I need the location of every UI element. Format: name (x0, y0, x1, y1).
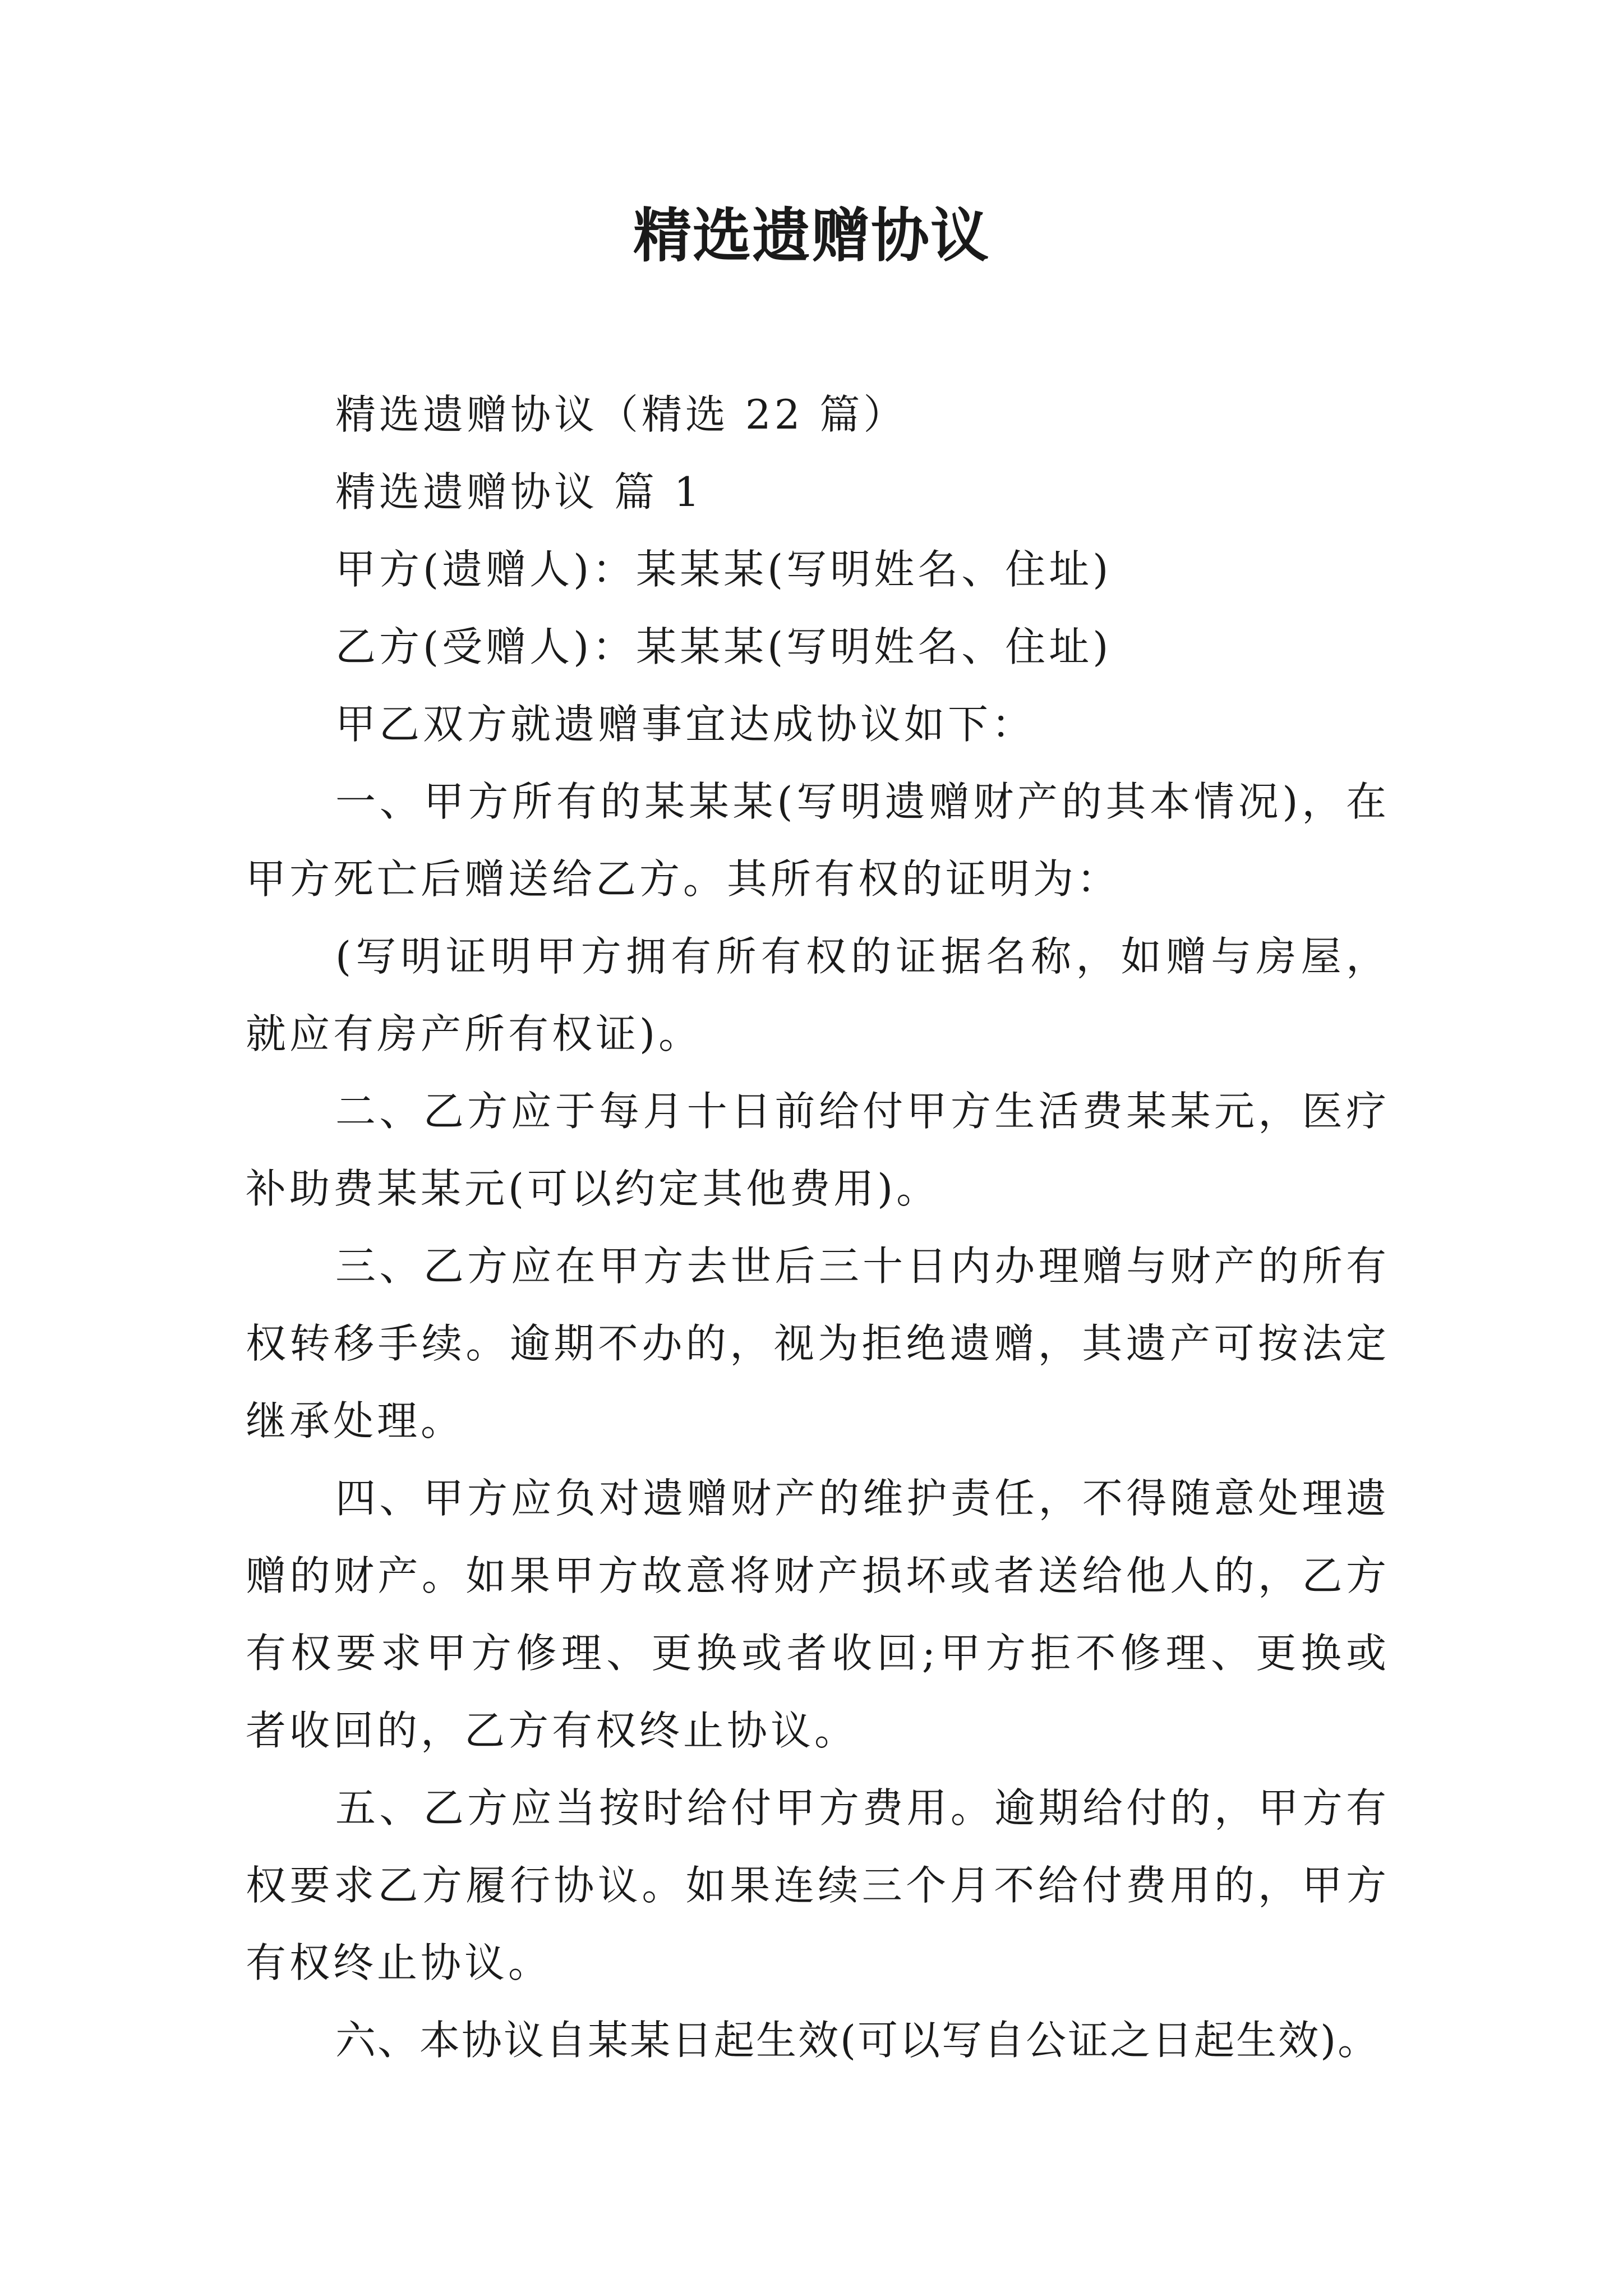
paragraph-clause-4: 四、甲方应负对遗赠财产的维护责任，不得随意处理遗赠的财产。如果甲方故意将财产损坏或者送给他人的，乙方有权要求甲方修理、更换或者收回;甲方拒不修理、更换或者收回的，乙方有权终止协议。 (246, 1475, 1390, 1754)
document-title: 精选遗赠协议 (633, 201, 990, 270)
document-body (246, 376, 1390, 2079)
paragraph-clause-5: 五、乙方应当按时给付甲方费用。逾期给付的，甲方有权要求乙方履行协议。如果连续三个月不给付费用的，甲方有权终止协议。 (246, 1784, 1390, 1986)
paragraph-ownership-proof: (写明证明甲方拥有所有权的证据名称，如赠与房屋，就应有房产所有权证)。 (246, 933, 1390, 1057)
paragraph-clause-3: 三、乙方应在甲方去世后三十日内办理赠与财产的所有权转移手续。逾期不办的，视为拒绝遗赠，其遗产可按法定继承处理。 (246, 1243, 1390, 1444)
paragraph-party-a: 甲方(遗赠人)：某某某(写明姓名、住址) (335, 546, 1112, 593)
paragraph-collection-heading: 精选遗赠协议（精选 22 篇） (335, 391, 907, 438)
paragraph-agreement-intro: 甲乙双方就遗赠事宜达成协议如下： (335, 701, 1036, 748)
paragraph-clause-2: 二、乙方应于每月十日前给付甲方生活费某某元，医疗补助费某某元(可以约定其他费用)。 (246, 1088, 1390, 1212)
paragraph-section-heading: 精选遗赠协议 篇 1 (335, 468, 703, 516)
paragraph-party-b: 乙方(受赠人)：某某某(写明姓名、住址) (335, 623, 1112, 670)
paragraph-clause-6: 六、本协议自某某日起生效(可以写自公证之日起生效)。 (335, 2017, 1380, 2064)
paragraph-clause-1: 一、甲方所有的某某某(写明遗赠财产的其本情况)，在甲方死亡后赠送给乙方。其所有权的证明为： (246, 778, 1390, 903)
